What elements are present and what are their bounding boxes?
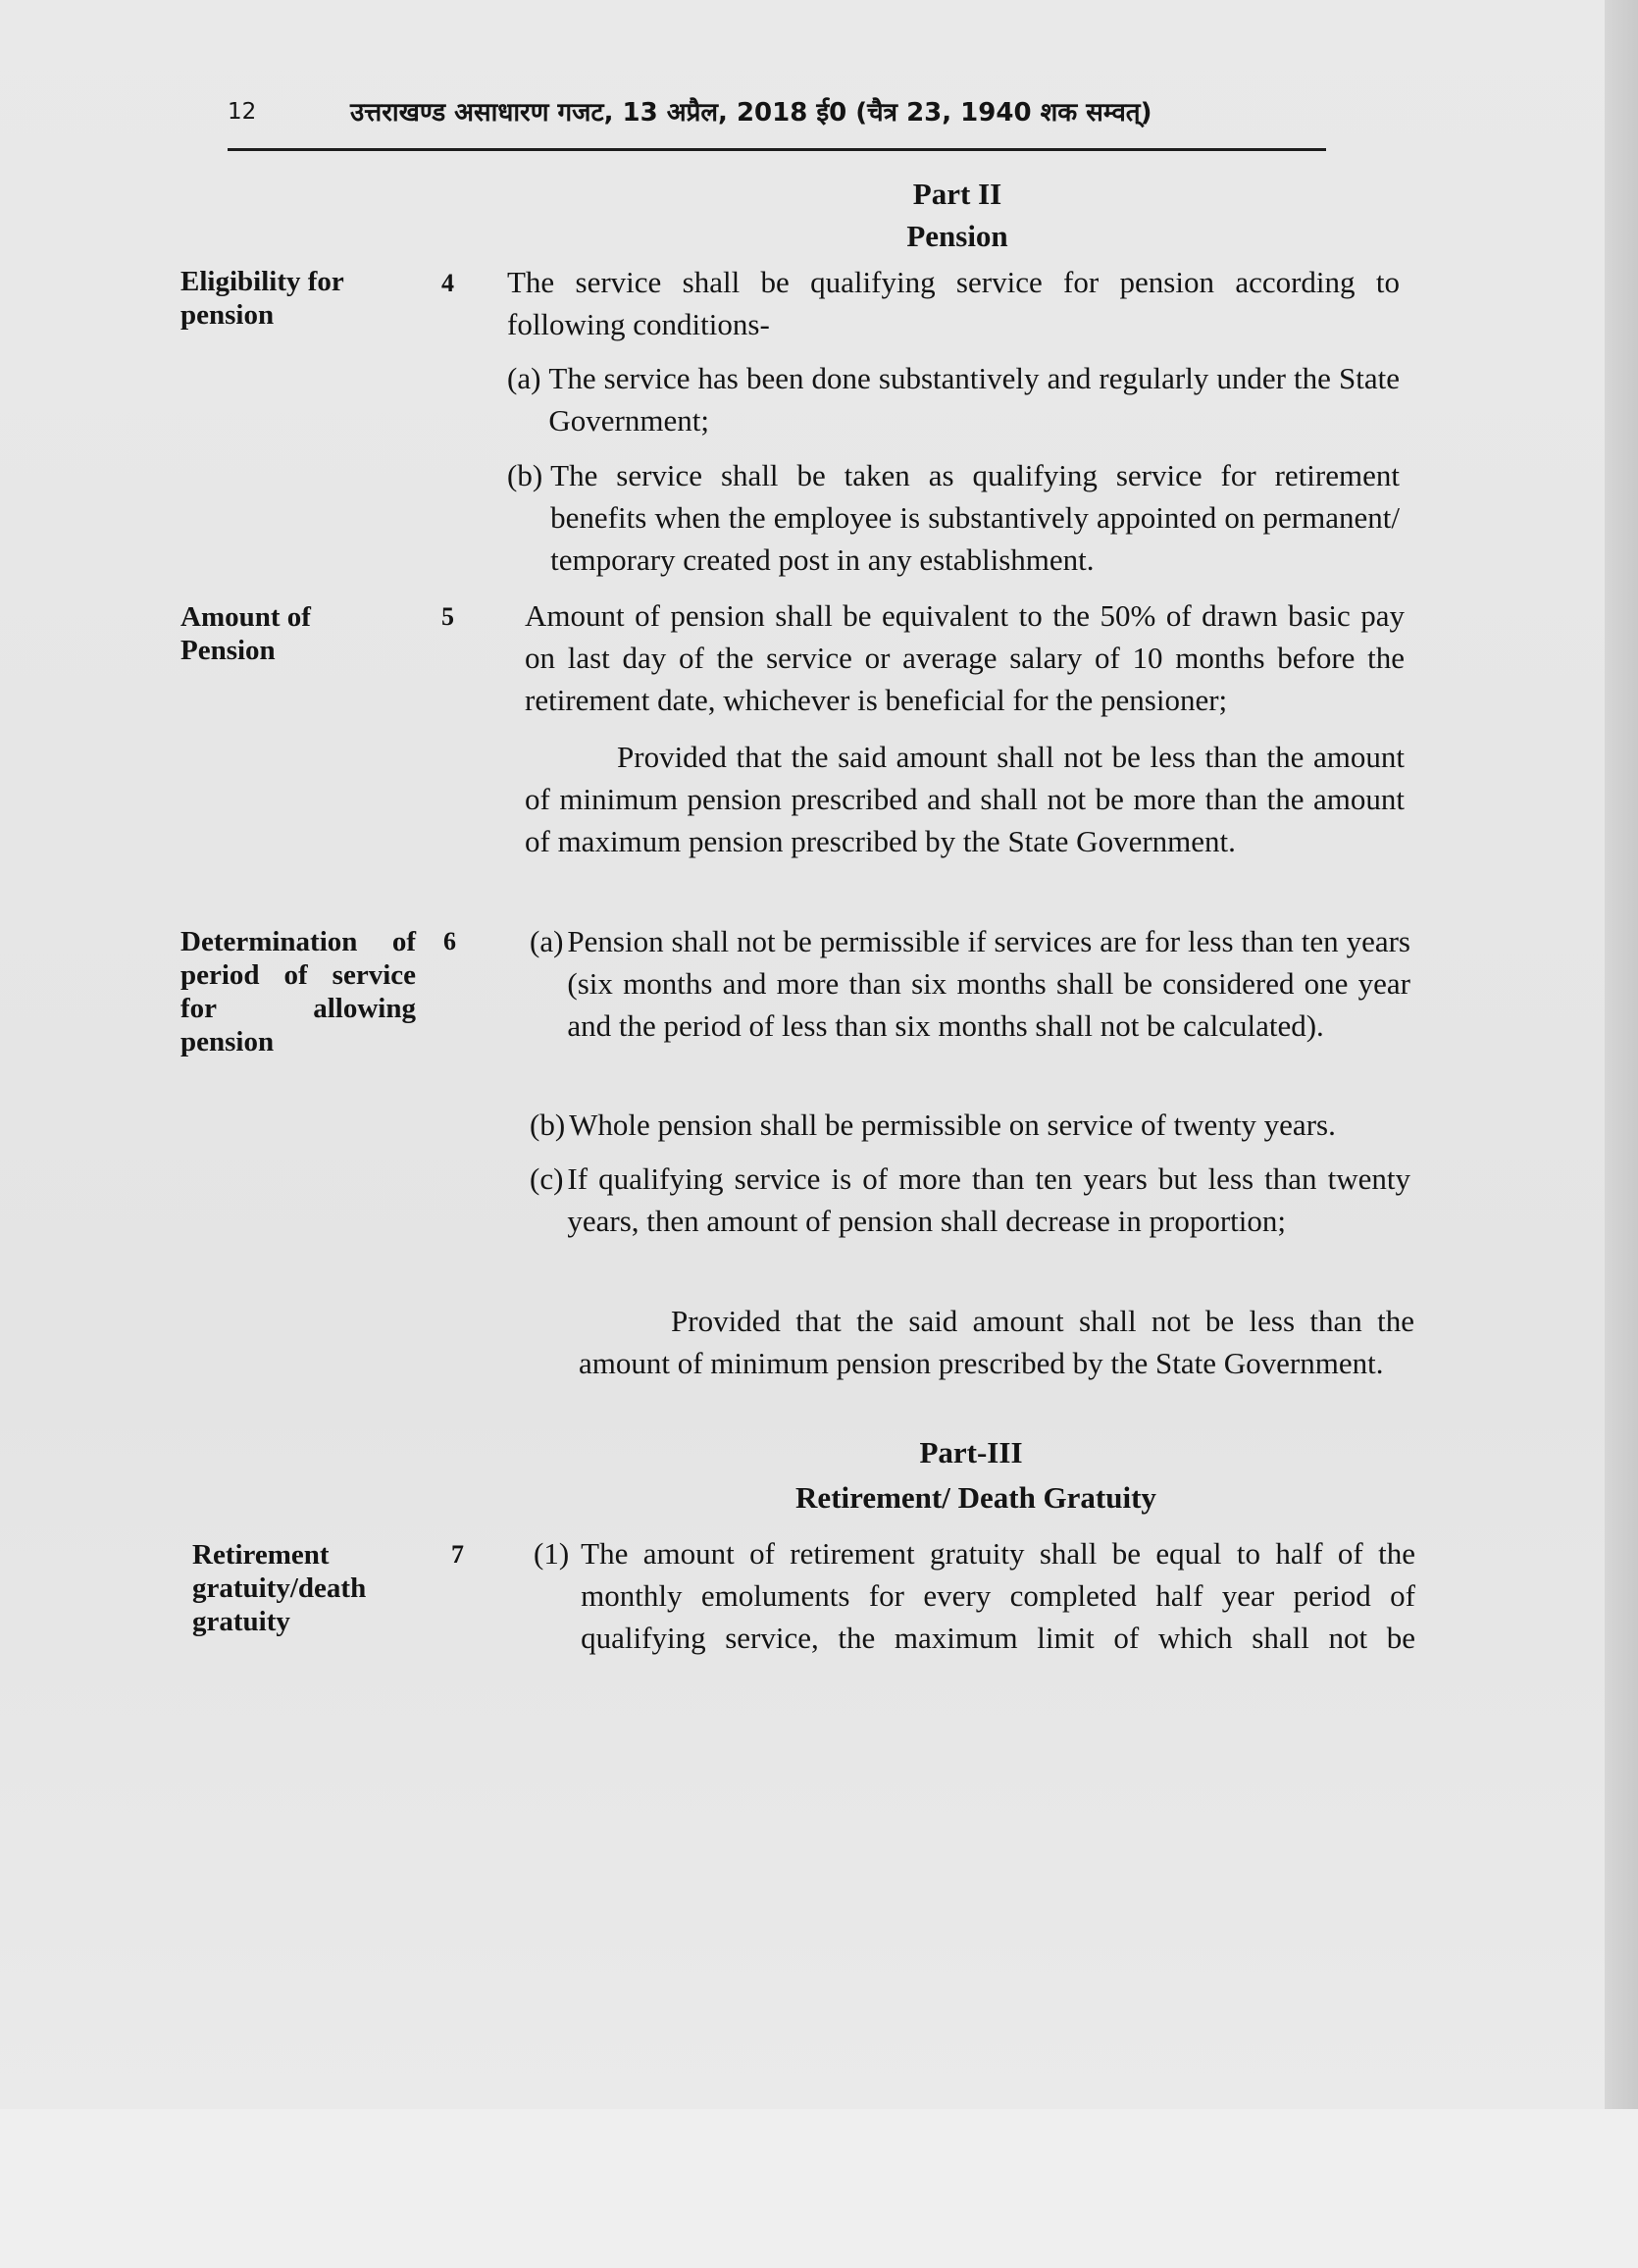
item-marker: (1) bbox=[534, 1536, 570, 1571]
section6-item-c bbox=[530, 1158, 1410, 1242]
header-rule bbox=[228, 148, 1326, 151]
section5-proviso: Provided that the said amount shall not be less than the amount of minimum pension prescribed and shall not be more than the amount of maximum pension prescribed by the State Government. bbox=[525, 740, 1405, 858]
page-bottom-margin bbox=[0, 2109, 1638, 2268]
item-text: Whole pension shall be permissible on service of twenty years. bbox=[569, 1108, 1336, 1142]
item-marker: (b) bbox=[507, 458, 543, 492]
part2-heading: Part II bbox=[912, 177, 1002, 211]
section4-item-a bbox=[507, 357, 1400, 441]
section6-label: Determination of period of service for allowing pension bbox=[180, 926, 416, 1057]
section4-number: 4 bbox=[441, 269, 454, 297]
section6-number: 6 bbox=[443, 927, 456, 955]
item-text: The service shall be taken as qualifying service for retirement benefits when the employee is substantively appointed on permanent/ temporary created post in any establishment. bbox=[550, 458, 1400, 577]
item-marker: (b) bbox=[530, 1108, 566, 1142]
item-text: The amount of retirement gratuity shall be equal to half of the monthly emoluments for every completed half year period of qualifying service, the maximum limit of which shall not be bbox=[581, 1536, 1415, 1655]
section7-number: 7 bbox=[451, 1540, 464, 1569]
item-text: The service has been done substantively and regularly under the State Government; bbox=[548, 361, 1400, 438]
section5-number: 5 bbox=[441, 602, 454, 631]
item-text: Pension shall not be permissible if services are for less than ten years (six months and more than six months shall be considered one year and the period of less than six months shall not be calculated). bbox=[567, 924, 1410, 1043]
part2-subheading: Pension bbox=[906, 219, 1008, 253]
item-text: If qualifying service is of more than ten years but less than twenty years, then amount of pension shall decrease in proportion; bbox=[567, 1161, 1410, 1238]
part3-subheading: Retirement/ Death Gratuity bbox=[795, 1480, 1156, 1515]
section5-text: Amount of pension shall be equivalent to the 50% of drawn basic pay on last day of the service or average salary of 10 months before the retirement date, whichever is beneficial for the pensioner; bbox=[525, 598, 1405, 717]
item-marker: (c) bbox=[530, 1161, 564, 1196]
page-number: 12 bbox=[228, 99, 257, 125]
section6-proviso: Provided that the said amount shall not be less than the amount of minimum pension prescribed by the State Government. bbox=[579, 1304, 1414, 1380]
section6-item-a bbox=[530, 920, 1410, 1047]
gazette-title: उत्तराखण्ड असाधारण गजट, 13 अप्रैल, 2018 ई0 (चैत्र 23, 1940 शक सम्वत्) bbox=[350, 98, 1152, 128]
scan-edge-shadow bbox=[1605, 0, 1638, 2268]
item-marker: (a) bbox=[507, 361, 541, 395]
section6-item-b bbox=[530, 1104, 1410, 1146]
part3-heading: Part-III bbox=[919, 1435, 1023, 1469]
section7-label: Retirement gratuity/death gratuity bbox=[192, 1539, 367, 1637]
item-marker: (a) bbox=[530, 924, 564, 958]
section4-item-b bbox=[507, 454, 1400, 581]
section4-intro: The service shall be qualifying service for pension according to following conditions- bbox=[507, 265, 1400, 341]
section5-label: Amount of Pension bbox=[180, 601, 311, 666]
page-header bbox=[228, 93, 1326, 142]
section7-item-1 bbox=[534, 1532, 1415, 1659]
section4-label: Eligibility for pension bbox=[180, 266, 344, 331]
